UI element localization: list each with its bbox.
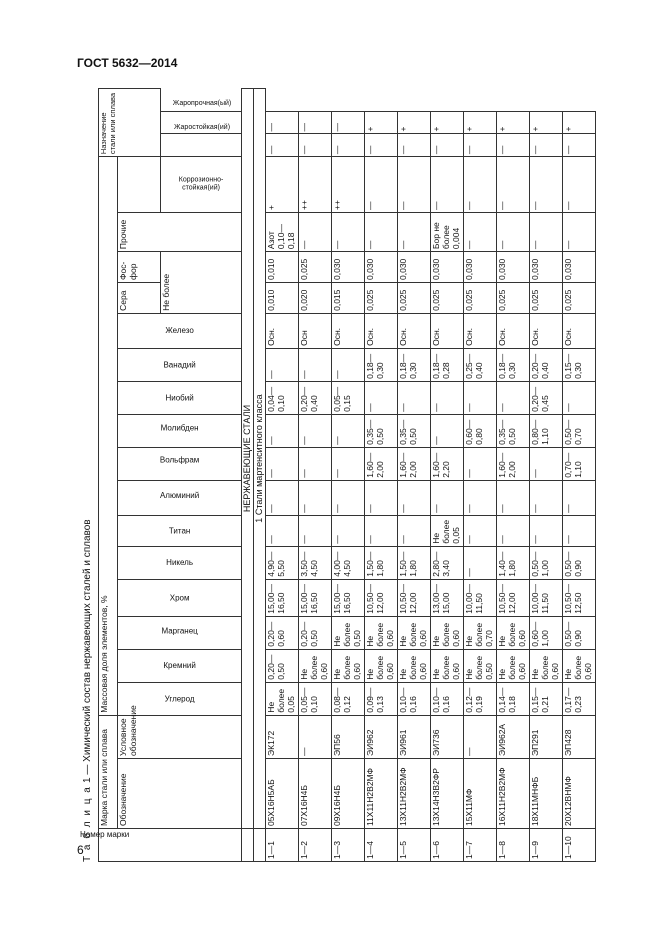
cell-ni: 4,00— 4,50 [332, 546, 365, 579]
cell-mo: 0,35— 0,50 [365, 414, 398, 447]
cell-ni: — [464, 546, 497, 579]
header-niobium: Ниобий [118, 381, 242, 414]
cell-cr: 10,50— 12,00 [365, 579, 398, 616]
cell-c: 0,05— 0,10 [299, 682, 332, 715]
cell-corr: — [464, 157, 497, 213]
cell-si: Не более 0,60 [365, 649, 398, 682]
cell-mn: Не более 0,60 [365, 616, 398, 649]
cell-v: 0,18— 0,30 [497, 348, 530, 381]
cell-hstr: — [332, 111, 365, 134]
cell-mn: 0,20— 0,60 [266, 616, 299, 649]
cell-w: 1,60— 2,00 [398, 447, 431, 480]
cell-p: 0,030 [464, 252, 497, 283]
cell-al: — [431, 480, 464, 515]
cell-nb: — [365, 381, 398, 414]
cell-corr: — [365, 157, 398, 213]
cell-mn: Не более 0,70 [464, 616, 497, 649]
cell-mn: 0,50— 0,90 [563, 616, 596, 649]
cell-cr: 10,00— 11,50 [464, 579, 497, 616]
cell-hres: — [530, 134, 563, 157]
cell-other: Азот 0,10— 0,18 [266, 212, 299, 251]
cell-fe: Осн. [398, 313, 431, 348]
cell-al: — [563, 480, 596, 515]
cell-hstr: + [365, 111, 398, 134]
cell-v: 0,25— 0,40 [464, 348, 497, 381]
cell-si: Не более 0,60 [332, 649, 365, 682]
cell-ti: Не более 0,05 [431, 515, 464, 546]
header-chromium: Хром [118, 579, 242, 616]
cell-fe: Осн. [431, 313, 464, 348]
cell-s: 0,025 [497, 282, 530, 313]
header-purpose: Назначение стали или сплава [99, 89, 161, 157]
rotated-table-stage [78, 88, 593, 862]
section-title: НЕРЖАВЕЮЩИЕ СТАЛИ [242, 89, 254, 829]
cell-corr: — [398, 157, 431, 213]
cell-si: 0,20— 0,50 [266, 649, 299, 682]
cell-p: 0,030 [497, 252, 530, 283]
cell-mn: 0,60— 1,00 [530, 616, 563, 649]
cell-ti: — [332, 515, 365, 546]
cell-other: — [365, 212, 398, 251]
header-corrosion: Коррозионно- стойкая(ий) [161, 157, 242, 213]
cell-corr: ++ [299, 157, 332, 213]
cell-other: — [332, 212, 365, 251]
cell-cr: 13,00— 15,00 [431, 579, 464, 616]
cell-hstr: + [497, 111, 530, 134]
cell-p: 0,025 [299, 252, 332, 283]
cell-ti: — [398, 515, 431, 546]
cell-nb: 0,20— 0,40 [299, 381, 332, 414]
table-row [332, 89, 365, 862]
cell-hres: — [365, 134, 398, 157]
cell-mn: Не более 0,60 [497, 616, 530, 649]
section-spacer [242, 829, 254, 862]
cell-corr: ++ [332, 157, 365, 213]
cell-s: 0,025 [365, 282, 398, 313]
table-caption [78, 88, 98, 862]
header-sulfur: Сера [118, 282, 161, 313]
cell-num: 1—10 [563, 829, 596, 862]
caption-prefix: Т а б л и ц а [82, 785, 93, 862]
header-conventional: Условное обозначение [118, 715, 242, 758]
cell-c: 0,17— 0,23 [563, 682, 596, 715]
cell-ti: — [299, 515, 332, 546]
cell-name: 07Х16Н4Б [299, 758, 332, 828]
cell-s: 0,015 [332, 282, 365, 313]
cell-w: 1,60— 2,00 [365, 447, 398, 480]
cell-nb: 0,05— 0,15 [332, 381, 365, 414]
cell-al: — [266, 480, 299, 515]
cell-s: 0,025 [431, 282, 464, 313]
cell-num: 1—9 [530, 829, 563, 862]
cell-c: 0,10— 0,16 [398, 682, 431, 715]
header-number: Номер марки [99, 829, 242, 862]
cell-code: ЭП428 [563, 715, 596, 758]
cell-cr: 15,00— 16,50 [332, 579, 365, 616]
cell-mn: Не более 0,60 [431, 616, 464, 649]
cell-mo: 0,80— 1,10 [530, 414, 563, 447]
cell-name: 11Х11Н2В2МФ [365, 758, 398, 828]
cell-fe: Осн. [365, 313, 398, 348]
cell-code: ЭИ736 [431, 715, 464, 758]
cell-fe: Осн. [266, 313, 299, 348]
cell-p: 0,030 [365, 252, 398, 283]
cell-w: — [530, 447, 563, 480]
cell-name: 13Х11Н2В2МФ [398, 758, 431, 828]
cell-s: 0,025 [464, 282, 497, 313]
cell-ti: — [497, 515, 530, 546]
cell-ti: — [530, 515, 563, 546]
cell-mo: 0,60— 0,80 [464, 414, 497, 447]
cell-al: — [365, 480, 398, 515]
cell-name: 16Х11Н2В2МФ [497, 758, 530, 828]
page-number: 6 [77, 843, 84, 857]
cell-name: 18Х11МНФБ [530, 758, 563, 828]
cell-num: 1—1 [266, 829, 299, 862]
cell-mo: — [431, 414, 464, 447]
cell-mo: 0,35— 0,50 [398, 414, 431, 447]
cell-cr: 10,50— 12,00 [398, 579, 431, 616]
cell-nb: — [464, 381, 497, 414]
cell-ni: 1,40— 1,80 [497, 546, 530, 579]
header-mass-fraction: Массовая доля элементов, % [99, 157, 118, 716]
cell-nb: — [431, 381, 464, 414]
cell-s: 0,025 [398, 282, 431, 313]
cell-corr: — [563, 157, 596, 213]
table-row [497, 89, 530, 862]
cell-mn: Не более 0,60 [398, 616, 431, 649]
cell-corr: + [266, 157, 299, 213]
cell-num: 1—6 [431, 829, 464, 862]
cell-hstr: + [398, 111, 431, 134]
table-row [431, 89, 464, 862]
table-row [266, 89, 299, 862]
cell-hres: — [266, 134, 299, 157]
cell-p: 0,030 [530, 252, 563, 283]
cell-s: 0,010 [266, 282, 299, 313]
cell-p: 0,010 [266, 252, 299, 283]
cell-mo: — [332, 414, 365, 447]
cell-ni: 4,90— 5,50 [266, 546, 299, 579]
cell-w: — [299, 447, 332, 480]
cell-num: 1—7 [464, 829, 497, 862]
cell-num: 1—5 [398, 829, 431, 862]
cell-si: Не более 0,60 [497, 649, 530, 682]
cell-other: — [563, 212, 596, 251]
caption-text: 1 — Химический состав нержавеющих сталей и сплавов [82, 519, 93, 786]
cell-v: — [332, 348, 365, 381]
cell-mo: — [299, 414, 332, 447]
cell-code: ЭИ962 [365, 715, 398, 758]
cell-num: 1—8 [497, 829, 530, 862]
cell-ni: 1,50— 1,80 [398, 546, 431, 579]
cell-ni: 0,50— 0,90 [563, 546, 596, 579]
cell-w: — [332, 447, 365, 480]
cell-ni: 1,50— 1,80 [365, 546, 398, 579]
cell-ni: 3,50— 4,50 [299, 546, 332, 579]
cell-fe: Осн. [332, 313, 365, 348]
cell-fe: Осн. [530, 313, 563, 348]
cell-al: — [332, 480, 365, 515]
cell-corr: — [431, 157, 464, 213]
table-row [464, 89, 497, 862]
cell-name: 13Х14Н3В2ФР [431, 758, 464, 828]
cell-al: — [464, 480, 497, 515]
cell-c: 0,15— 0,21 [530, 682, 563, 715]
cell-si: Не более 0,60 [431, 649, 464, 682]
cell-cr: 15,00— 16,50 [299, 579, 332, 616]
table-row [299, 89, 332, 862]
standard-header: ГОСТ 5632—2014 [77, 56, 178, 70]
header-designation: Обозначение [118, 758, 242, 828]
cell-other: — [464, 212, 497, 251]
cell-hres: — [299, 134, 332, 157]
cell-cr: 10,50— 12,50 [563, 579, 596, 616]
cell-name: 15Х11МФ [464, 758, 497, 828]
cell-w: — [266, 447, 299, 480]
header-heat-resistant: Жаростойкая(ий) [161, 134, 242, 157]
cell-code: ЭП56 [332, 715, 365, 758]
cell-other: — [497, 212, 530, 251]
cell-s: 0,020 [299, 282, 332, 313]
cell-al: — [497, 480, 530, 515]
cell-code: ЭИ961 [398, 715, 431, 758]
cell-v: 0,15— 0,30 [563, 348, 596, 381]
table-row [563, 89, 596, 862]
cell-fe: Осн. [497, 313, 530, 348]
cell-ni: 0,50— 1,00 [530, 546, 563, 579]
cell-code: — [464, 715, 497, 758]
header-vanadium: Ванадий [118, 348, 242, 381]
cell-hstr: — [299, 111, 332, 134]
cell-fe: Осн. [563, 313, 596, 348]
cell-hres: — [332, 134, 365, 157]
cell-hres: — [563, 134, 596, 157]
cell-c: 0,12— 0,19 [464, 682, 497, 715]
cell-mo: — [266, 414, 299, 447]
cell-ti: — [563, 515, 596, 546]
cell-s: 0,025 [563, 282, 596, 313]
cell-w: 0,70— 1,10 [563, 447, 596, 480]
cell-mo: 0,50— 0,70 [563, 414, 596, 447]
cell-code: ЭП291 [530, 715, 563, 758]
header-other: Прочие [118, 212, 242, 251]
cell-c: 0,09— 0,13 [365, 682, 398, 715]
cell-mn: 0,20— 0,50 [299, 616, 332, 649]
cell-c: Не более 0,05 [266, 682, 299, 715]
header-silicon: Кремний [118, 649, 242, 682]
cell-al: — [530, 480, 563, 515]
cell-other: — [398, 212, 431, 251]
cell-num: 1—3 [332, 829, 365, 862]
cell-c: 0,08— 0,12 [332, 682, 365, 715]
table-row [365, 89, 398, 862]
cell-s: 0,025 [530, 282, 563, 313]
cell-ti: — [365, 515, 398, 546]
cell-v: 0,20— 0,40 [530, 348, 563, 381]
subsection-title: 1 Стали мартенситного класса [254, 89, 266, 829]
cell-hres: — [398, 134, 431, 157]
cell-hstr: + [530, 111, 563, 134]
cell-v: — [266, 348, 299, 381]
cell-w: — [464, 447, 497, 480]
cell-corr: — [530, 157, 563, 213]
cell-cr: 10,00— 11,50 [530, 579, 563, 616]
cell-w: 1,60— 2,20 [431, 447, 464, 480]
cell-fe: Осн. [464, 313, 497, 348]
header-phosphorus: Фос- фор [118, 252, 161, 283]
cell-v: — [299, 348, 332, 381]
cell-al: — [299, 480, 332, 515]
cell-ti: — [464, 515, 497, 546]
cell-nb: — [497, 381, 530, 414]
cell-nb: 0,20— 0,45 [530, 381, 563, 414]
table-row [398, 89, 431, 862]
header-aluminium: Алюминий [118, 480, 242, 515]
cell-ni: 2,80— 3,40 [431, 546, 464, 579]
cell-p: 0,030 [431, 252, 464, 283]
header-not-more: Не более [161, 252, 242, 314]
header-manganese: Марганец [118, 616, 242, 649]
header-carbon: Углерод [118, 682, 242, 715]
cell-other: — [530, 212, 563, 251]
subsection-spacer [254, 829, 266, 862]
cell-code: — [299, 715, 332, 758]
header-iron: Железо [118, 313, 242, 348]
cell-hstr: + [563, 111, 596, 134]
cell-mo: 0,35— 0,50 [497, 414, 530, 447]
cell-si: Не более 0,60 [299, 649, 332, 682]
cell-hstr: + [464, 111, 497, 134]
cell-mn: Не более 0,50 [332, 616, 365, 649]
cell-cr: 15,00— 16,50 [266, 579, 299, 616]
header-heat-strong: Жаропрочная(ый) [161, 111, 242, 134]
cell-code: ЭК172 [266, 715, 299, 758]
header-grade-group: Марка стали или сплава [99, 715, 118, 828]
cell-si: Не более 0,50 [464, 649, 497, 682]
table-row [530, 89, 563, 862]
cell-c: 0,14— 0,18 [497, 682, 530, 715]
cell-al: — [398, 480, 431, 515]
cell-nb: 0,04— 0,10 [266, 381, 299, 414]
cell-other: Бор не более 0,004 [431, 212, 464, 251]
cell-num: 1—2 [299, 829, 332, 862]
cell-c: 0,10— 0,16 [431, 682, 464, 715]
cell-si: Не более 0,60 [563, 649, 596, 682]
cell-hres: — [497, 134, 530, 157]
cell-nb: — [398, 381, 431, 414]
cell-hres: — [431, 134, 464, 157]
header-titanium: Титан [118, 515, 242, 546]
cell-v: 0,18— 0,30 [365, 348, 398, 381]
cell-v: 0,18— 0,28 [431, 348, 464, 381]
cell-other: — [299, 212, 332, 251]
header-molybdenum: Молибден [118, 414, 242, 447]
cell-si: Не более 0,60 [398, 649, 431, 682]
cell-ti: — [266, 515, 299, 546]
cell-code: ЭИ962А [497, 715, 530, 758]
cell-name: 05Х16Н5АБ [266, 758, 299, 828]
cell-name: 20Х12ВНМФ [563, 758, 596, 828]
cell-w: 1,60— 2,00 [497, 447, 530, 480]
cell-si: Не более 0,60 [530, 649, 563, 682]
cell-name: 09Х16Н4Б [332, 758, 365, 828]
cell-fe: Осн [299, 313, 332, 348]
cell-nb: — [563, 381, 596, 414]
cell-hres: — [464, 134, 497, 157]
cell-cr: 10,50— 12,00 [497, 579, 530, 616]
cell-p: 0,030 [332, 252, 365, 283]
cell-corr: — [497, 157, 530, 213]
cell-p: 0,030 [563, 252, 596, 283]
cell-v: 0,18— 0,30 [398, 348, 431, 381]
header-tungsten: Вольфрам [118, 447, 242, 480]
cell-hstr: — [266, 111, 299, 134]
cell-num: 1—4 [365, 829, 398, 862]
header-nickel: Никель [118, 546, 242, 579]
cell-p: 0,030 [398, 252, 431, 283]
cell-hstr: + [431, 111, 464, 134]
